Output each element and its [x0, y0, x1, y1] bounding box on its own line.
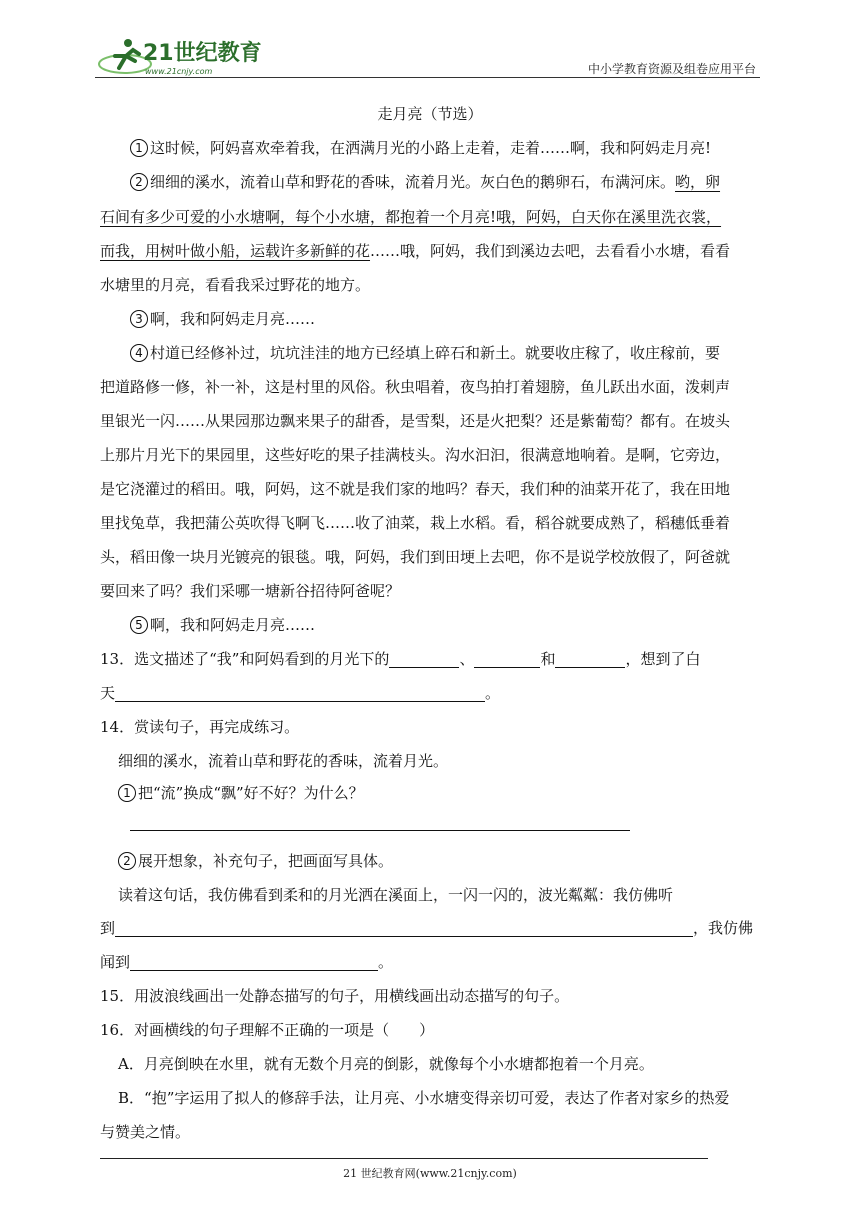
- q13-sep: 、: [459, 650, 475, 668]
- paragraph-4-line-5: 是它浇灌过的稻田。哦，阿妈，这不就是我们家的地吗？春天，我们种的油菜开花了，我在田地: [100, 480, 731, 498]
- question-16-stem: 16．对画横线的句子理解不正确的一项是（ ）: [100, 1021, 435, 1039]
- paragraph-5: [130, 614, 795, 636]
- paragraph-number: 5: [130, 616, 148, 634]
- q13-blank-1[interactable]: [389, 651, 459, 668]
- question-14-fill-1: 读着这句话，我仿佛看到柔和的月光洒在溪面上，一闪一闪的，波光粼粼：我仿佛听: [118, 886, 674, 904]
- fill-text: 。: [378, 953, 394, 971]
- paragraph-number: 3: [130, 310, 148, 328]
- paragraph-text: 这时候，阿妈喜欢牵着我，在洒满月光的小路上走着，走着……啊，我和阿妈走月亮!: [150, 139, 712, 157]
- paragraph-2-line-4: 水塘里的月亮，看看我采过野花的地方。: [100, 276, 371, 294]
- paragraph-4-line-1: [130, 342, 795, 364]
- fill-text: ，我仿佛: [693, 919, 754, 937]
- paragraph-text: 细细的溪水，流着山草和野花的香味，流着月光。灰白色的鹅卵石，布满河床。: [150, 173, 676, 191]
- q14-blank-hear[interactable]: [115, 920, 693, 937]
- sub-number: 2: [118, 852, 136, 870]
- paragraph-1: [130, 137, 795, 159]
- paragraph-3: [130, 308, 795, 330]
- q13-blank-2[interactable]: [474, 651, 540, 668]
- q13-blank-4[interactable]: [115, 685, 485, 702]
- question-14-stem: 14．赏读句子，再完成练习。: [100, 718, 300, 736]
- paragraph-text: ……哦，阿妈，我们到溪边去吧，去看看小水塘，看看: [370, 242, 731, 260]
- header-platform-text: 中小学教育资源及组卷应用平台: [587, 62, 756, 76]
- paragraph-4-line-8: 要回来了吗？我们采哪一塘新谷招待阿爸呢？: [100, 582, 401, 600]
- q14-blank-smell[interactable]: [130, 954, 378, 971]
- paragraph-text: 村道已经修补过，坑坑洼洼的地方已经填上碎石和新土。就要收庄稼了，收庄稼前，要: [150, 344, 721, 362]
- question-16-option-a: A．月亮倒映在水里，就有无数个月亮的倒影，就像每个小水塘都抱着一个月亮。: [118, 1055, 654, 1073]
- q14-answer-line[interactable]: [130, 830, 630, 831]
- question-16-option-b-line-2: 与赞美之情。: [100, 1123, 191, 1141]
- question-14-fill-2: [100, 917, 765, 939]
- paragraph-text: 啊，我和阿妈走月亮……: [150, 310, 316, 328]
- paragraph-number: 4: [130, 344, 148, 362]
- paragraph-4-line-7: 头，稻田像一块月光镀亮的银毯。哦，阿妈，我们到田埂上去吧，你不是说学校放假了，阿爸就: [100, 548, 731, 566]
- question-15-stem: 15．用波浪线画出一处静态描写的句子，用横线画出动态描写的句子。: [100, 987, 570, 1005]
- q13-blank-3[interactable]: [555, 651, 625, 668]
- q13-text: 天: [100, 684, 116, 702]
- q13-and: 和: [540, 650, 556, 668]
- header-divider: [95, 77, 760, 78]
- question-14-quote: 细细的溪水，流着山草和野花的香味，流着月光。: [118, 752, 449, 770]
- paragraph-4-line-6: 里找兔草，我把蒲公英吹得飞啊飞……收了油菜，栽上水稻。看，稻谷就要成熟了，稻穗低垂着: [100, 514, 731, 532]
- question-16-option-b-line-1: B．“抱”字运用了拟人的修辞手法，让月亮、小水塘变得亲切可爱，表达了作者对家乡的热爱: [118, 1089, 730, 1107]
- paragraph-2-line-1: [130, 171, 795, 193]
- fill-text: 闻到: [100, 953, 131, 971]
- sub-number: 1: [118, 784, 136, 802]
- footer-text: 21 世纪教育网(www.21cnjy.com): [343, 1167, 517, 1180]
- underlined-text: 石间有多少可爱的小水塘啊，每个小水塘，都抱着一个月亮!哦，阿妈，白天你在溪里洗衣裳，: [100, 208, 722, 226]
- paragraph-2-line-3: [100, 240, 765, 262]
- q13-tail: ，想到了白: [625, 650, 701, 668]
- fill-text: 到: [100, 919, 116, 937]
- question-14-fill-3: [100, 951, 765, 973]
- paragraph-text: 啊，我和阿妈走月亮……: [150, 616, 316, 634]
- paragraph-number: 2: [130, 173, 148, 191]
- site-logo: [95, 34, 265, 80]
- paragraph-2-line-2: [100, 206, 765, 228]
- q13-end: 。: [485, 684, 501, 702]
- paragraph-4-line-3: 里银光一闪……从果园那边飘来果子的甜香，是雪梨，还是火把梨？还是紫葡萄？都有。在坡头: [100, 412, 731, 430]
- question-13-line-2: [100, 682, 765, 704]
- logo-url: www.21cnjy.com: [145, 67, 213, 76]
- passage-title: 走月亮（节选）: [377, 105, 483, 123]
- footer-divider: [100, 1158, 708, 1159]
- paragraph-number: 1: [130, 139, 148, 157]
- question-13-line-1: [100, 648, 765, 670]
- underlined-text: 而我，用树叶做小船，运载许多新鲜的花: [100, 242, 371, 260]
- q13-text: 13．选文描述了“我”和阿妈看到的月光下的: [100, 650, 390, 668]
- underlined-text: 哟，卵: [675, 173, 721, 191]
- logo-text: 21世纪教育: [143, 41, 262, 66]
- paragraph-4-line-4: 上那片月光下的果园里，这些好吃的果子挂满枝头。沟水汩汩，很满意地响着。是啊，它旁边，: [100, 446, 731, 464]
- sub-text: 把“流”换成“飘”好不好？为什么？: [138, 784, 364, 802]
- question-14-sub-1: [118, 782, 783, 804]
- paragraph-4-line-2: 把道路修一修，补一补，这是村里的风俗。秋虫唱着，夜鸟拍打着翅膀，鱼儿跃出水面，泼刺声: [100, 378, 731, 396]
- sub-text: 展开想象，补充句子，把画面写具体。: [138, 852, 394, 870]
- question-14-sub-2: [118, 850, 783, 872]
